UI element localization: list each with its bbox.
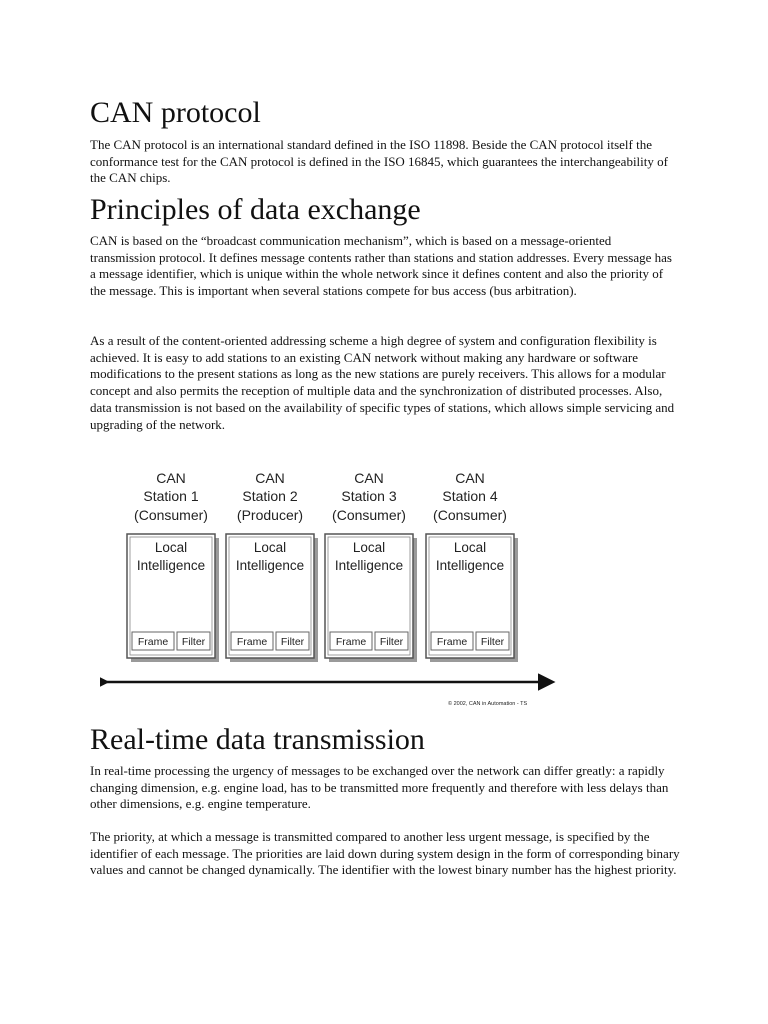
station-name-label: Station 2: [242, 488, 298, 504]
intelligence-label: Intelligence: [235, 558, 305, 573]
frame-label: Frame: [436, 636, 468, 648]
station-role-label: (Consumer): [332, 507, 406, 523]
paragraph-broadcast-mechanism: CAN is based on the “broadcast communication mechanism”, which is based on a message-oriented transmission protocol. It defines message contents rather than stations and station addresses. Every message has a message identifier, which is unique within the whole network since it defines content and also the priority of the message. This is important when several stations compete for bus access (bus arbitration).: [90, 233, 672, 299]
paragraph-content-oriented-addressing: As a result of the content-oriented addressing scheme a high degree of system and configuration flexibility is achieved. It is easy to add stations to an existing CAN network without making any hardware or software modifications to the present stations as long as the new stations are purely receivers. This allows for a modular concept and also permits the reception of multiple data and the synchronization of distributed processes. Also, data transmission is not based on the availability of specific types of stations, which allows simple servicing and upgrading of the network.: [90, 333, 675, 432]
frame-label: Frame: [236, 636, 268, 648]
filter-label: Filter: [280, 636, 305, 648]
intelligence-label: Intelligence: [334, 558, 404, 573]
heading-can-protocol: CAN protocol: [90, 96, 261, 129]
heading-principles-of-data-exchange: Principles of data exchange: [90, 193, 421, 226]
filter-label: Filter: [480, 636, 505, 648]
intelligence-label: Intelligence: [435, 558, 505, 573]
paragraph-message-priority: The priority, at which a message is transmitted compared to another less urgent message, is specified by the identifier of each message. The priorities are laid down during system design in the form of corresponding binary values and cannot be changed dynamically. The identifier with the lowest binary number has the highest priority.: [90, 829, 680, 878]
frame-label: Frame: [137, 636, 169, 648]
intelligence-label: Intelligence: [136, 558, 206, 573]
station-role-label: (Consumer): [134, 507, 208, 523]
filter-label: Filter: [181, 636, 206, 648]
station-name-label: Station 4: [442, 488, 498, 504]
station-name-label: Station 3: [341, 488, 397, 504]
copyright-notice: © 2002, CAN in Automation - TS: [448, 701, 528, 707]
station-4: [426, 470, 518, 662]
station-can-label: CAN: [156, 470, 186, 486]
station-1: [127, 470, 219, 662]
station-3: [325, 470, 417, 662]
frame-label: Frame: [335, 636, 367, 648]
local-label: Local: [453, 540, 487, 555]
station-can-label: CAN: [354, 470, 384, 486]
local-label: Local: [154, 540, 188, 555]
station-name-label: Station 1: [143, 488, 199, 504]
local-label: Local: [253, 540, 287, 555]
station-can-label: CAN: [255, 470, 285, 486]
station-2: [226, 470, 318, 662]
can-network-diagram: [100, 466, 560, 710]
paragraph-iso-standard: The CAN protocol is an international standard defined in the ISO 11898. Beside the CAN protocol itself the conformance test for the CAN protocol is defined in the ISO 16845, which guarantees the interchangeability of the CAN chips.: [90, 137, 668, 186]
station-can-label: CAN: [455, 470, 485, 486]
station-role-label: (Consumer): [433, 507, 507, 523]
local-label: Local: [352, 540, 386, 555]
filter-label: Filter: [379, 636, 404, 648]
paragraph-real-time-processing: In real-time processing the urgency of messages to be exchanged over the network can differ greatly: a rapidly changing dimension, e.g. engine load, has to be transmitted more frequently and therefore with less delays than other dimensions, e.g. engine temperature.: [90, 763, 669, 812]
station-role-label: (Producer): [236, 507, 304, 523]
heading-real-time-data-transmission: Real-time data transmission: [90, 723, 425, 756]
